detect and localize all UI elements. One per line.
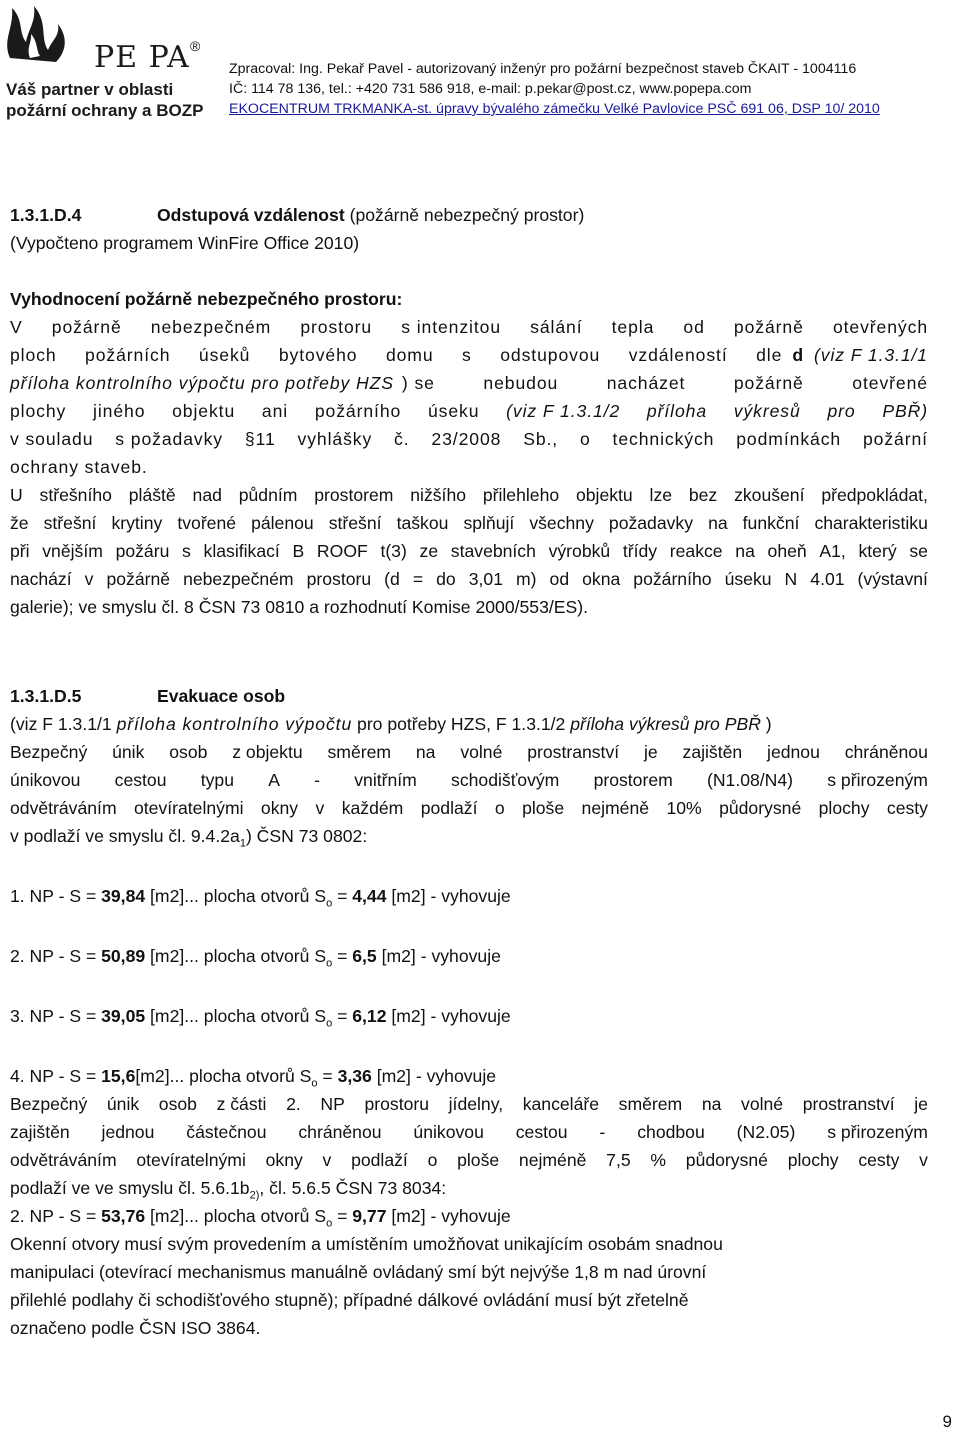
word: částečnou (186, 1122, 267, 1142)
word: ze (419, 541, 439, 561)
word: nebudou (483, 373, 559, 393)
floor-area: 39,05 (101, 1006, 146, 1026)
word: B (292, 541, 305, 561)
word: volné (460, 742, 503, 762)
page-header (0, 0, 960, 130)
word: vnitřním (354, 770, 417, 790)
word: plochy (818, 798, 870, 818)
word: taškou (396, 513, 449, 533)
word: otevřených (832, 317, 928, 337)
word: požárních (85, 345, 171, 365)
word: na (735, 541, 755, 561)
area-result-row (10, 942, 928, 970)
distance-symbol: d (792, 345, 805, 365)
word: v souladu (10, 429, 94, 449)
word: nejméně (581, 798, 650, 818)
section-title: Evakuace osob (157, 686, 286, 706)
word: podlaží (351, 1150, 408, 1170)
subscript: o (311, 1077, 318, 1090)
word: přilehleho (482, 485, 560, 505)
line-words (402, 369, 928, 397)
word: 4.01 (810, 569, 845, 589)
word: chráněnou (844, 742, 928, 762)
word: (d (384, 569, 400, 589)
word: s (182, 541, 191, 561)
opening-area: 9,77 (352, 1206, 387, 1226)
word: se (909, 541, 928, 561)
word: §11 (244, 429, 276, 449)
word: - (599, 1122, 606, 1142)
word: jídelny, (448, 1094, 504, 1114)
word: ROOF (316, 541, 368, 561)
paragraph-line (10, 1146, 928, 1174)
word: nejméně (518, 1150, 587, 1170)
word: od (683, 317, 705, 337)
word: zajištěn (10, 1122, 70, 1142)
word: odstupovou (500, 345, 601, 365)
area-result-row (10, 1062, 928, 1090)
word: na (701, 1094, 722, 1114)
word: 23/2008 (431, 429, 502, 449)
row-text: = (332, 946, 353, 966)
word: lze (649, 485, 673, 505)
word: vyhlášky (297, 429, 373, 449)
word: domu (385, 345, 434, 365)
word: klasifikací (203, 541, 280, 561)
paragraph-line (10, 397, 928, 425)
word: bez (688, 485, 718, 505)
row-label: 1. NP - S = (10, 886, 102, 906)
row-status: [m2] - vyhovuje (376, 946, 501, 966)
word: požadavky (608, 513, 694, 533)
word: v (919, 1150, 928, 1170)
opening-area: 6,12 (352, 1006, 387, 1026)
word: prostoru (364, 1094, 430, 1114)
word: (N1.08/N4) (706, 770, 794, 790)
logo-tagline-1: Váš partner v oblasti (6, 80, 174, 99)
word: podmínkách (736, 429, 842, 449)
section-heading (10, 201, 928, 229)
word: chodbou (637, 1122, 705, 1142)
logo-brand: PE PA (94, 40, 190, 75)
word: prostranství (527, 742, 620, 762)
word: pro (827, 401, 856, 421)
word: cesty (886, 798, 928, 818)
word: ani (261, 401, 289, 421)
word: zkoušení (734, 485, 805, 505)
floor-area: 53,76 (101, 1206, 146, 1226)
word: půdorysné (685, 1150, 768, 1170)
paragraph-line (10, 341, 928, 369)
row-label: 3. NP - S = (10, 1006, 102, 1026)
word: který (858, 541, 897, 561)
word: osob (169, 742, 208, 762)
word: půdním (238, 485, 298, 505)
word: nachází (10, 569, 72, 589)
paragraph-line (10, 537, 928, 565)
area-result-row (10, 1202, 928, 1230)
word: (výstavní (857, 569, 928, 589)
word: tvořené (177, 513, 237, 533)
row-status: [m2] - vyhovuje (371, 1066, 497, 1086)
word: okny (265, 1150, 303, 1170)
word: směrem (327, 742, 392, 762)
word: střešní (43, 513, 97, 533)
word: směrem (618, 1094, 683, 1114)
word: příloha (646, 401, 708, 421)
row-text: = (332, 1206, 353, 1226)
word: prostoru (300, 317, 373, 337)
word: chráněnou (298, 1122, 382, 1142)
registered-mark: ® (190, 38, 201, 54)
word: nad (192, 485, 222, 505)
reference: (viz F 1.3.1/1 (814, 345, 928, 365)
row-status: [m2] - vyhovuje (386, 1006, 511, 1026)
word: volné (741, 1094, 784, 1114)
word: 3,01 (468, 569, 503, 589)
word: otevíratelnými (136, 1150, 246, 1170)
row-status: [m2] - vyhovuje (386, 1206, 511, 1226)
word: Bezpečný (10, 742, 88, 762)
row-text: [m2]... plocha otvorů S (145, 1206, 327, 1226)
word: s přirozeným (827, 770, 928, 790)
header-contact: IČ: 114 78 136, tel.: +420 731 586 918, e-mail: p.pekar@post.cz, www.popepa.com (229, 81, 752, 97)
word: o (579, 429, 591, 449)
word: ploše (522, 798, 565, 818)
row-text: = (332, 886, 353, 906)
word: úseku (724, 569, 772, 589)
word: každém (341, 798, 404, 818)
row-text: [m2]... plocha otvorů S (135, 1066, 312, 1086)
row-label: 4. NP - S = (10, 1066, 102, 1086)
word: s (462, 345, 472, 365)
word: v (84, 569, 94, 589)
row-status: [m2] - vyhovuje (386, 886, 511, 906)
paragraph-line (10, 565, 928, 593)
word: - (314, 770, 321, 790)
word: je (643, 742, 658, 762)
word: střešního (39, 485, 112, 505)
word: s intenzitou (401, 317, 502, 337)
document-content (10, 201, 928, 1342)
floor-area: 39,84 (101, 886, 146, 906)
row-text: [m2]... plocha otvorů S (145, 946, 327, 966)
word: okna (582, 569, 621, 589)
word: je (914, 1094, 928, 1114)
word: cestou (114, 770, 167, 790)
word: jednou (767, 742, 820, 762)
subscript: o (326, 957, 333, 970)
section-reference: (viz F 1.3.1/1 příloha kontrolního výpočtu pro potřeby HZS, F 1.3.1/2 příloha výkresů pro PBŘ ) (10, 714, 772, 734)
paragraph-line: manipulaci (otevírací mechanismus manuálně ovládaný smí být nejvýše 1,8 m nad úrovní (10, 1262, 707, 1282)
header-info (229, 59, 880, 119)
paragraph-line: ochrany staveb. (10, 457, 148, 477)
word: Bezpečný (10, 1094, 88, 1114)
word: nižšího (410, 485, 467, 505)
word: s požadavky (115, 429, 223, 449)
paragraph-line (10, 481, 928, 509)
word: únik (106, 1094, 140, 1114)
paragraph-line (10, 766, 928, 794)
header-author: Zpracoval: Ing. Pekař Pavel - autorizovaný inženýr pro požární bezpečnost staveb ČKAIT - 1004116 (229, 61, 857, 77)
word: sálání (530, 317, 583, 337)
paragraph-line: přilehlé podlahy či schodišťového stupně); případné dálkové ovládání musí být zřetelně (10, 1290, 689, 1310)
word: prostranství (802, 1094, 895, 1114)
word: požáru (115, 541, 170, 561)
word: 7,5 (606, 1150, 631, 1170)
word: zajištěn (682, 742, 743, 762)
word: tepla (611, 317, 655, 337)
paragraph-line (10, 738, 928, 766)
word: objektu (172, 401, 236, 421)
word: charakteristiku (814, 513, 928, 533)
word: nebezpečném (183, 569, 294, 589)
word: 2. (286, 1094, 301, 1114)
word: dle (756, 345, 783, 365)
paragraph-line (10, 1090, 928, 1118)
word: otevřené (852, 373, 928, 393)
word: požární (862, 429, 928, 449)
word: požárně (106, 569, 171, 589)
word: požárně (51, 317, 122, 337)
word: prostoru (306, 569, 372, 589)
subscript: o (326, 897, 333, 910)
opening-area: 4,44 (352, 886, 387, 906)
word: prostorem (314, 485, 394, 505)
word: Sb., (523, 429, 559, 449)
word: plochy (787, 1150, 839, 1170)
paragraph-line: galerie); ve smyslu čl. 8 ČSN 73 0810 a rozhodnutí Komise 2000/553/ES). (10, 597, 588, 617)
word: v (322, 1150, 332, 1170)
row-text: [m2]... plocha otvorů S (145, 886, 327, 906)
word: cestou (515, 1122, 568, 1142)
word: ) se (401, 373, 435, 393)
word: bytového (278, 345, 358, 365)
word: vnějším (42, 541, 103, 561)
section-heading (10, 682, 928, 710)
word: PBŘ) (882, 401, 928, 421)
word: ploše (457, 1150, 500, 1170)
word: = (412, 569, 424, 589)
row-label: 2. NP - S = (10, 1206, 102, 1226)
row-text: = (317, 1066, 338, 1086)
word: funkční (742, 513, 800, 533)
word: krytiny (111, 513, 163, 533)
row-label: 2. NP - S = (10, 946, 102, 966)
word: předpokládat, (821, 485, 928, 505)
page-number: 9 (942, 1412, 952, 1431)
word: že (10, 513, 29, 533)
word: splňují (463, 513, 515, 533)
word: požárně (733, 317, 804, 337)
word: (N2.05) (736, 1122, 796, 1142)
paragraph-line (10, 313, 928, 341)
opening-area: 3,36 (337, 1066, 372, 1086)
word: výkresů (733, 401, 801, 421)
word: V (10, 317, 23, 337)
word: NP (320, 1094, 345, 1114)
word: nacházet (606, 373, 686, 393)
word: t(3) (380, 541, 407, 561)
paragraph-line: v podlaží ve smyslu čl. $9.4.2a_1$) ČSN 73 0802: (10, 826, 368, 850)
word: technických (612, 429, 715, 449)
paragraph-line: podlaží ve ve smyslu čl. $5.6.1b_{2)}$, čl. 5.6.5 ČSN 73 8034: (10, 1178, 447, 1202)
word: únik (112, 742, 145, 762)
word: půdorysné (719, 798, 802, 818)
word: otevíratelnými (134, 798, 244, 818)
word: vzdáleností (628, 345, 728, 365)
paragraph-line: označeno podle ČSN ISO 3864. (10, 1318, 261, 1338)
paragraph-line (10, 794, 928, 822)
word: schodišťovým (451, 770, 560, 790)
flame-icon (0, 0, 100, 80)
word: odvětráváním (10, 1150, 117, 1170)
word: pálenou (251, 513, 314, 533)
word: cesty (858, 1150, 900, 1170)
word: osob (158, 1094, 197, 1114)
word: s přirozeným (827, 1122, 928, 1142)
word: třídy (622, 541, 658, 561)
word: ploch (10, 345, 57, 365)
word: kanceláře (522, 1094, 600, 1114)
section-title-rest: (požárně nebezpečný prostor) (344, 205, 585, 225)
section-number: 1.3.1.D.4 (10, 205, 82, 225)
word: odvětráváním (10, 798, 117, 818)
word: střešní (328, 513, 382, 533)
word: typu (200, 770, 234, 790)
word: % (650, 1150, 667, 1170)
word: o (427, 1150, 438, 1170)
word: výrobků (548, 541, 611, 561)
section-number: 1.3.1.D.5 (10, 686, 82, 706)
word: požárního (633, 569, 712, 589)
word: prostorem (593, 770, 673, 790)
area-result-row (10, 1002, 928, 1030)
area-result-row (10, 882, 928, 910)
word: úseku (427, 401, 480, 421)
word: do (436, 569, 456, 589)
row-text: [m2]... plocha otvorů S (145, 1006, 327, 1026)
header-project: EKOCENTRUM TRKMANKA-st. úpravy bývalého zámečku Velké Pavlovice PSČ 691 06, DSP 10/ 2010 (229, 101, 880, 117)
word: objektu (575, 485, 633, 505)
word: o (494, 798, 505, 818)
word: všechny (529, 513, 594, 533)
word: reakce (669, 541, 723, 561)
word: na (415, 742, 436, 762)
opening-area: 6,5 (352, 946, 377, 966)
subscript: o (326, 1017, 333, 1030)
floor-area: 50,89 (101, 946, 146, 966)
word: únikovou (10, 770, 81, 790)
word: A (268, 770, 280, 790)
word: při (10, 541, 30, 561)
word: stavebních (450, 541, 536, 561)
word: m) (516, 569, 537, 589)
row-text: = (332, 1006, 353, 1026)
word: úseků (198, 345, 251, 365)
word: plochy (10, 401, 67, 421)
evaluation-heading: Vyhodnocení požárně nebezpečného prostoru: (10, 289, 403, 309)
word: požárně (733, 373, 804, 393)
word: v (315, 798, 325, 818)
word: požárního (314, 401, 402, 421)
logo-tagline-2: požární ochrany a BOZP (6, 101, 204, 120)
subscript: o (326, 1217, 333, 1230)
word: pláště (128, 485, 176, 505)
word: podlaží (420, 798, 478, 818)
floor-area: 15,6 (101, 1066, 136, 1086)
word: z části (216, 1094, 267, 1114)
word: jiného (93, 401, 146, 421)
word: okny (260, 798, 299, 818)
section-subtitle: (Vypočteno programem WinFire Office 2010) (10, 233, 360, 253)
word: A1, (819, 541, 846, 561)
paragraph-line (10, 509, 928, 537)
line-words (10, 341, 782, 369)
paragraph-line (10, 369, 928, 397)
word: jednou (101, 1122, 155, 1142)
word: únikovou (413, 1122, 484, 1142)
section-title: Odstupová vzdálenost (157, 205, 345, 225)
word: č. (394, 429, 410, 449)
word: N (784, 569, 798, 589)
word: z objektu (232, 742, 303, 762)
word: (viz F 1.3.1/2 (506, 401, 621, 421)
word: oheň (767, 541, 807, 561)
paragraph-line (10, 1118, 928, 1146)
paragraph-line: Okenní otvory musí svým provedením a umístěním umožňovat unikajícím osobám snadnou (10, 1234, 723, 1254)
word: U (10, 485, 23, 505)
reference-italic: příloha kontrolního výpočtu pro potřeby HZS (10, 373, 394, 393)
word: 10% (666, 798, 702, 818)
word: od (549, 569, 570, 589)
word: nebezpečném (150, 317, 272, 337)
company-logo (0, 0, 230, 126)
paragraph-line (10, 425, 928, 453)
word: na (708, 513, 728, 533)
